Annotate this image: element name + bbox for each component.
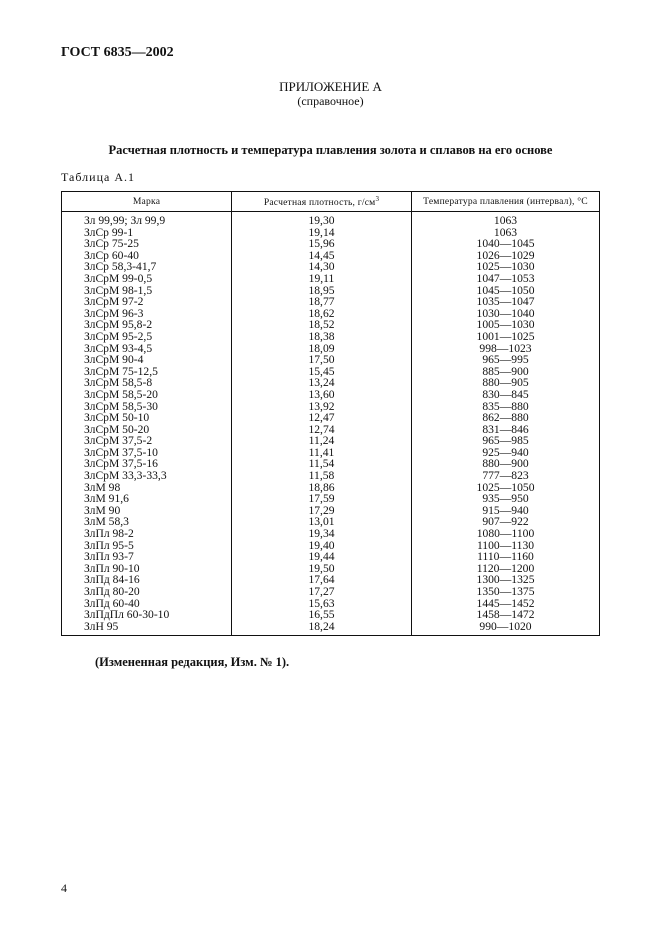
cell-melting-temperature: 965—995: [412, 354, 600, 366]
cell-grade: ЗлМ 91,6: [62, 493, 232, 505]
cell-grade: ЗлСрМ 93-4,5: [62, 343, 232, 355]
cell-melting-temperature: 830—845: [412, 389, 600, 401]
cell-grade: ЗлСрМ 99-0,5: [62, 273, 232, 285]
cell-grade: ЗлПд 80-20: [62, 586, 232, 598]
table-label: Таблица А.1: [61, 170, 135, 184]
cell-grade: ЗлСрМ 96-3: [62, 308, 232, 320]
cell-melting-temperature: 1045—1050: [412, 285, 600, 297]
cell-density: 13,01: [232, 516, 412, 528]
cell-melting-temperature: 862—880: [412, 412, 600, 424]
cell-grade: ЗлПд 60-40: [62, 598, 232, 610]
cell-melting-temperature: 1005—1030: [412, 319, 600, 331]
cell-density: 19,11: [232, 273, 412, 285]
cell-density: 19,30: [232, 212, 412, 227]
cell-density: 13,92: [232, 401, 412, 413]
column-header-density: [232, 192, 412, 212]
cell-grade: ЗлСрМ 37,5-10: [62, 447, 232, 459]
cell-grade: ЗлСрМ 37,5-2: [62, 435, 232, 447]
cell-density: 19,14: [232, 227, 412, 239]
cell-grade: ЗлСрМ 50-10: [62, 412, 232, 424]
cell-density: 18,09: [232, 343, 412, 355]
cell-melting-temperature: 835—880: [412, 401, 600, 413]
column-header-melting-temperature: Температура плавления (интервал), °С: [412, 192, 600, 212]
table-row: [62, 212, 600, 227]
cell-grade: ЗлМ 58,3: [62, 516, 232, 528]
cell-density: 12,47: [232, 412, 412, 424]
cell-density: 15,96: [232, 238, 412, 250]
table-row: [62, 389, 600, 401]
cell-density: 15,63: [232, 598, 412, 610]
cell-grade: ЗлСрМ 37,5-16: [62, 458, 232, 470]
cell-melting-temperature: 885—900: [412, 366, 600, 378]
cell-melting-temperature: 1120—1200: [412, 563, 600, 575]
document-code: ГОСТ 6835—2002: [61, 45, 174, 60]
cell-density: 19,44: [232, 551, 412, 563]
cell-melting-temperature: 1445—1452: [412, 598, 600, 610]
table-row: [62, 296, 600, 308]
density-header-text: Расчетная плотность, г/см: [263, 197, 376, 209]
cell-density: 13,24: [232, 377, 412, 389]
cell-density: 11,54: [232, 458, 412, 470]
cell-density: 17,59: [232, 493, 412, 505]
cell-melting-temperature: 935—950: [412, 493, 600, 505]
cell-melting-temperature: 1300—1325: [412, 574, 600, 586]
table-header-row: [62, 192, 600, 212]
table-row: [62, 470, 600, 482]
cell-density: 19,40: [232, 540, 412, 552]
cell-grade: ЗлСр 58,3-41,7: [62, 261, 232, 273]
cell-grade: ЗлПдПл 60-30-10: [62, 609, 232, 621]
cell-density: 14,30: [232, 261, 412, 273]
cell-melting-temperature: 1063: [412, 212, 600, 227]
cell-melting-temperature: 915—940: [412, 505, 600, 517]
table-row: [62, 412, 600, 424]
cell-grade: ЗлМ 90: [62, 505, 232, 517]
cell-grade: ЗлН 95: [62, 621, 232, 636]
cell-melting-temperature: 1110—1160: [412, 551, 600, 563]
cell-melting-temperature: 1080—1100: [412, 528, 600, 540]
amendment-note: (Измененная редакция, Изм. № 1).: [95, 655, 290, 669]
cell-density: 17,27: [232, 586, 412, 598]
cell-density: 17,64: [232, 574, 412, 586]
cell-grade: ЗлСрМ 95-2,5: [62, 331, 232, 343]
cell-grade: ЗлСрМ 58,5-30: [62, 401, 232, 413]
cell-grade: ЗлПл 90-10: [62, 563, 232, 575]
cell-melting-temperature: 1025—1050: [412, 482, 600, 494]
cell-melting-temperature: 1035—1047: [412, 296, 600, 308]
cell-grade: ЗлПд 84-16: [62, 574, 232, 586]
cell-grade: ЗлСрМ 58,5-8: [62, 377, 232, 389]
cell-grade: ЗлПл 93-7: [62, 551, 232, 563]
cell-grade: ЗлСрМ 50-20: [62, 424, 232, 436]
cell-density: 12,74: [232, 424, 412, 436]
cell-melting-temperature: 907—922: [412, 516, 600, 528]
table-body: [62, 212, 600, 636]
cell-grade: ЗлСрМ 33,3-33,3: [62, 470, 232, 482]
cell-melting-temperature: 1025—1030: [412, 261, 600, 273]
cell-melting-temperature: 1063: [412, 227, 600, 239]
cell-density: 16,55: [232, 609, 412, 621]
cell-melting-temperature: 1001—1025: [412, 331, 600, 343]
cell-melting-temperature: 1100—1130: [412, 540, 600, 552]
cell-grade: Зл 99,99; Зл 99,9: [62, 212, 232, 227]
cell-grade: ЗлСрМ 95,8-2: [62, 319, 232, 331]
gold-alloys-table: [61, 191, 600, 636]
cell-grade: ЗлМ 98: [62, 482, 232, 494]
cell-grade: ЗлСр 75-25: [62, 238, 232, 250]
cell-melting-temperature: 880—905: [412, 377, 600, 389]
page-number: 4: [61, 881, 67, 895]
cell-density: 11,24: [232, 435, 412, 447]
cell-melting-temperature: 925—940: [412, 447, 600, 459]
cell-density: 17,29: [232, 505, 412, 517]
column-header-grade: Марка: [62, 192, 232, 212]
data-table-container: [61, 191, 599, 636]
cell-melting-temperature: 1026—1029: [412, 250, 600, 262]
cell-melting-temperature: 1030—1040: [412, 308, 600, 320]
density-unit-superscript: 3: [375, 194, 380, 203]
cell-melting-temperature: 831—846: [412, 424, 600, 436]
cell-density: 18,24: [232, 621, 412, 636]
cell-melting-temperature: 1350—1375: [412, 586, 600, 598]
cell-grade: ЗлСрМ 90-4: [62, 354, 232, 366]
cell-melting-temperature: 777—823: [412, 470, 600, 482]
cell-density: 15,45: [232, 366, 412, 378]
cell-density: 11,41: [232, 447, 412, 459]
table-row: [62, 528, 600, 540]
cell-melting-temperature: 1040—1045: [412, 238, 600, 250]
cell-melting-temperature: 998—1023: [412, 343, 600, 355]
table-row: [62, 331, 600, 343]
cell-density: 18,62: [232, 308, 412, 320]
annex-title: ПРИЛОЖЕНИЕ А: [279, 79, 382, 94]
table-row: [62, 273, 600, 285]
cell-grade: ЗлСрМ 58,5-20: [62, 389, 232, 401]
cell-density: 18,77: [232, 296, 412, 308]
cell-density: 11,58: [232, 470, 412, 482]
cell-grade: ЗлПл 98-2: [62, 528, 232, 540]
cell-grade: ЗлСр 60-40: [62, 250, 232, 262]
table-heading: Расчетная плотность и температура плавления золота и сплавов на его основе: [108, 143, 553, 157]
cell-density: 19,34: [232, 528, 412, 540]
table-row: [62, 354, 600, 366]
cell-melting-temperature: 990—1020: [412, 621, 600, 636]
table-row: [62, 586, 600, 598]
cell-density: 18,38: [232, 331, 412, 343]
table-row: [62, 621, 600, 636]
cell-melting-temperature: 880—900: [412, 458, 600, 470]
cell-density: 18,95: [232, 285, 412, 297]
cell-melting-temperature: 965—985: [412, 435, 600, 447]
cell-grade: ЗлСрМ 97-2: [62, 296, 232, 308]
cell-grade: ЗлПл 95-5: [62, 540, 232, 552]
cell-density: 17,50: [232, 354, 412, 366]
cell-density: 13,60: [232, 389, 412, 401]
cell-melting-temperature: 1458—1472: [412, 609, 600, 621]
annex-subtitle: (справочное): [297, 94, 364, 108]
cell-grade: ЗлСр 99-1: [62, 227, 232, 239]
cell-density: 14,45: [232, 250, 412, 262]
cell-density: 19,50: [232, 563, 412, 575]
cell-density: 18,52: [232, 319, 412, 331]
cell-density: 18,86: [232, 482, 412, 494]
cell-grade: ЗлСрМ 98-1,5: [62, 285, 232, 297]
cell-grade: ЗлСрМ 75-12,5: [62, 366, 232, 378]
cell-melting-temperature: 1047—1053: [412, 273, 600, 285]
